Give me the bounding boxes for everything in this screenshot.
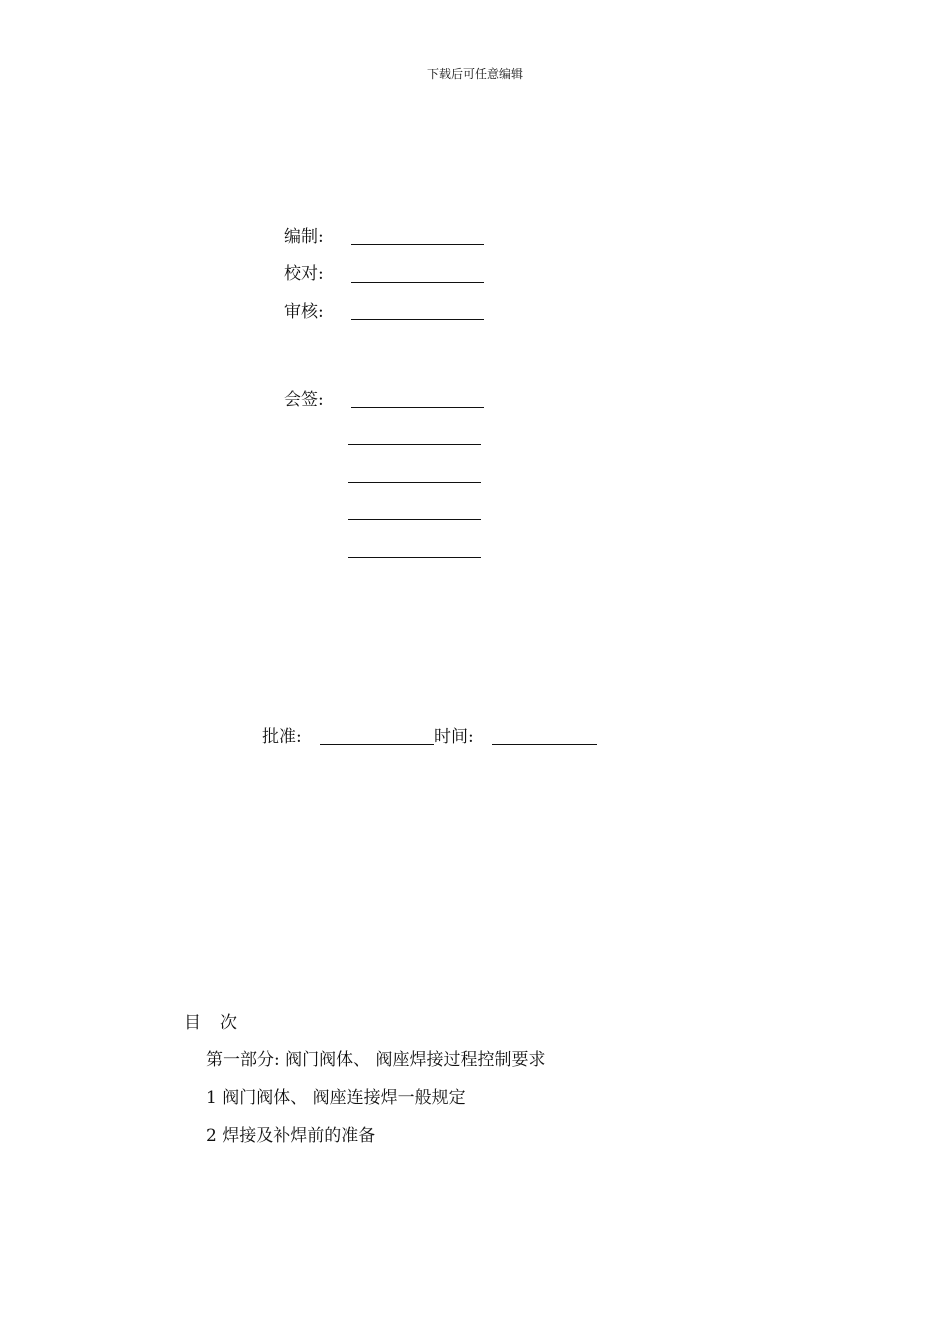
countersign-line-1[interactable] bbox=[351, 407, 484, 408]
time-line[interactable] bbox=[492, 744, 597, 745]
toc-title: 目次 bbox=[184, 1013, 256, 1033]
countersign-label: 会签: bbox=[284, 390, 324, 410]
page-header-note: 下载后可任意编辑 bbox=[426, 67, 523, 81]
countersign-line-4[interactable] bbox=[348, 519, 481, 520]
review-label: 审核: bbox=[284, 302, 324, 322]
proofread-label: 校对: bbox=[284, 264, 324, 284]
compile-label: 编制: bbox=[284, 227, 324, 247]
approve-signature-line[interactable] bbox=[320, 744, 434, 745]
countersign-line-2[interactable] bbox=[348, 444, 481, 445]
review-signature-line[interactable] bbox=[351, 319, 484, 320]
proofread-signature-line[interactable] bbox=[351, 282, 484, 283]
time-label: 时间: bbox=[434, 727, 474, 747]
compile-signature-line[interactable] bbox=[351, 244, 484, 245]
countersign-line-3[interactable] bbox=[348, 482, 481, 483]
toc-item-part-one[interactable]: 第一部分: 阀门阀体、 阀座焊接过程控制要求 bbox=[206, 1050, 546, 1070]
countersign-line-5[interactable] bbox=[348, 557, 481, 558]
toc-item-section-1[interactable]: 1 阀门阀体、 阀座连接焊一般规定 bbox=[206, 1088, 466, 1108]
toc-item-section-2[interactable]: 2 焊接及补焊前的准备 bbox=[206, 1126, 376, 1146]
approve-label: 批准: bbox=[262, 727, 302, 747]
